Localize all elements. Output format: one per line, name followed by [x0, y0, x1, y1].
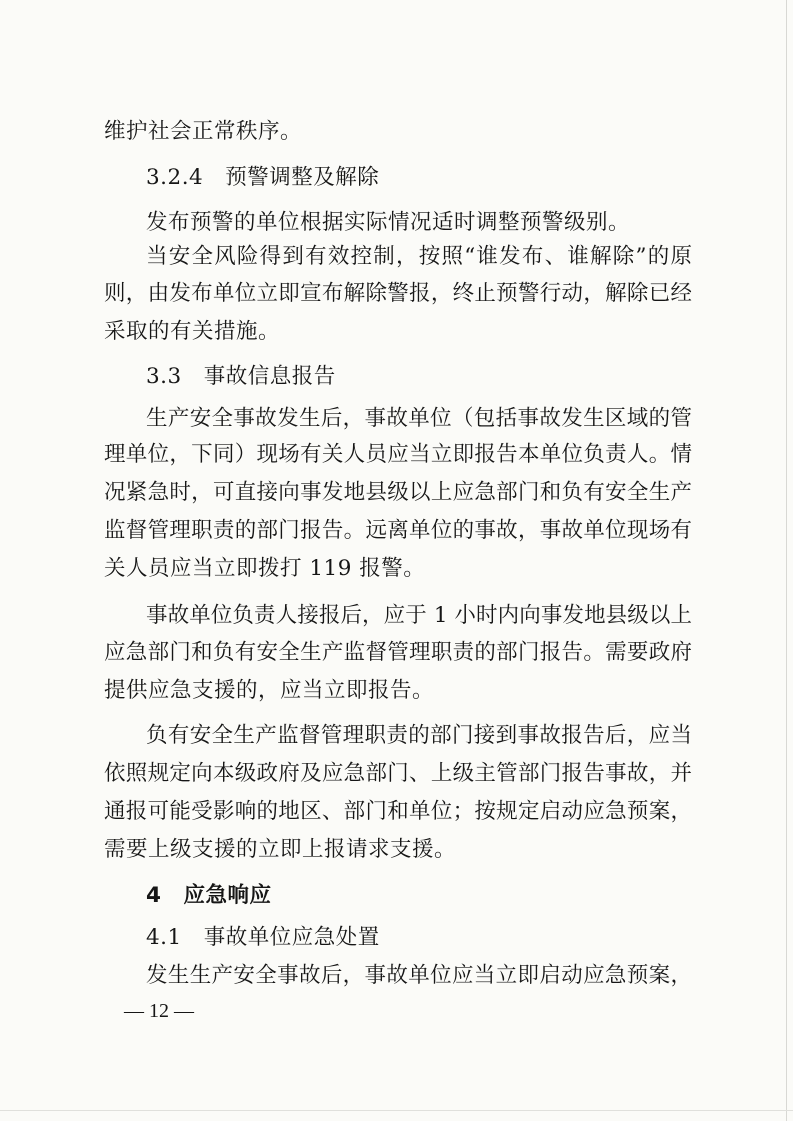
body-text-line: 事故单位负责人接报后，应于 1 小时内向事发地县级以上 — [146, 603, 692, 628]
body-text-line: 况紧急时，可直接向事发地县级以上应急部门和负有安全生产 — [104, 480, 692, 505]
body-text-line: 理单位，下同）现场有关人员应当立即报告本单位负责人。情 — [104, 442, 692, 467]
body-text-line: 发生生产安全事故后，事故单位应当立即启动应急预案， — [146, 963, 692, 988]
page-edge-divider — [0, 1110, 793, 1111]
section-heading-3-3: 3.3 事故信息报告 — [146, 364, 336, 389]
body-text-line: 应急部门和负有安全生产监督管理职责的部门报告。需要政府 — [104, 640, 692, 665]
body-text-line: 采取的有关措施。 — [104, 319, 281, 344]
body-text-line: 依照规定向本级政府及应急部门、上级主管部门报告事故，并 — [104, 761, 692, 786]
body-text-line: 通报可能受影响的地区、部门和单位；按规定启动应急预案， — [104, 799, 692, 824]
body-text-line: 发布预警的单位根据实际情况适时调整预警级别。 — [146, 210, 631, 235]
body-text-line: 负有安全生产监督管理职责的部门接到事故报告后，应当 — [146, 723, 692, 748]
page-number: — 12 — — [124, 1000, 194, 1022]
body-text-line: 则，由发布单位立即宣布解除警报，终止预警行动，解除已经 — [104, 281, 692, 306]
body-text-line: 当安全风险得到有效控制，按照“谁发布、谁解除”的原 — [146, 244, 692, 269]
body-text-line: 需要上级支援的立即上报请求支援。 — [104, 837, 457, 862]
body-text-line: 关人员应当立即拨打 119 报警。 — [104, 556, 426, 581]
section-heading-3-2-4: 3.2.4 预警调整及解除 — [146, 165, 380, 190]
body-text-line: 提供应急支援的，应当立即报告。 — [104, 678, 435, 703]
body-text-line: 生产安全事故发生后，事故单位（包括事故发生区域的管 — [146, 406, 692, 431]
body-text-line: 监督管理职责的部门报告。远离单位的事故，事故单位现场有 — [104, 518, 692, 543]
section-heading-4: 4 应急响应 — [146, 883, 272, 908]
page-edge-divider — [786, 0, 787, 1121]
section-heading-4-1: 4.1 事故单位应急处置 — [146, 925, 380, 950]
body-text-line: 维护社会正常秩序。 — [104, 119, 303, 144]
